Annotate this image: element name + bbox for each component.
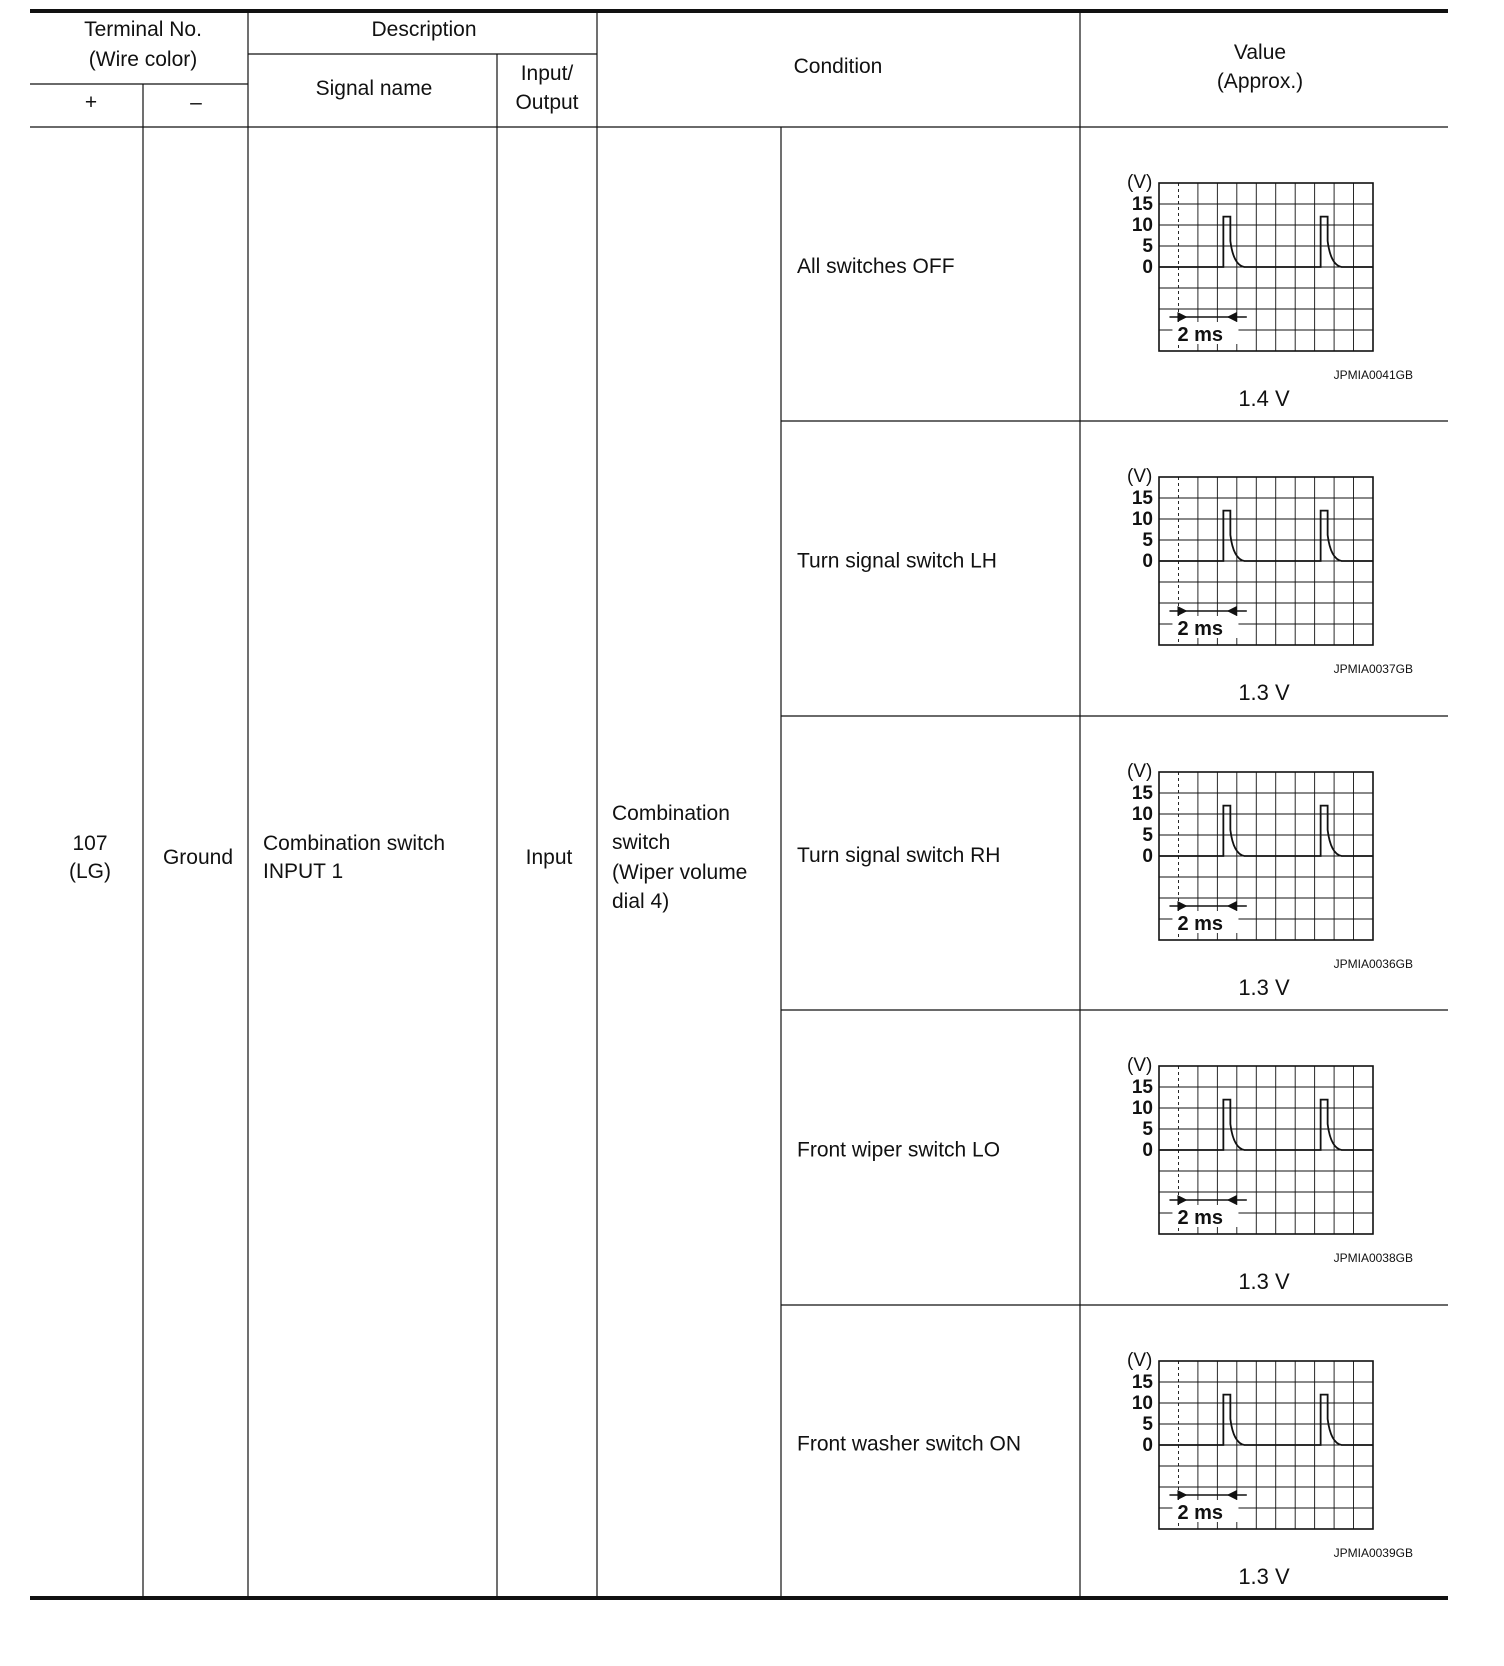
scope-y-tick-label: 15	[1131, 194, 1153, 215]
sub-rows	[797, 172, 1413, 1589]
sub-condition-label: All switches OFF	[797, 255, 955, 278]
scope-y-tick-label: 10	[1131, 1393, 1153, 1414]
oscilloscope-figure	[1127, 761, 1373, 940]
io-value: Input	[525, 846, 573, 869]
value-label: 1.3 V	[1238, 975, 1290, 1000]
scope-y-tick-label: 5	[1142, 530, 1153, 551]
sub-row	[797, 761, 1413, 1000]
figure-id-label: JPMIA0037GB	[1333, 662, 1413, 676]
time-scale-label: 2 ms	[1177, 1207, 1224, 1229]
header-minus: –	[190, 91, 202, 114]
condition-main-line-4: dial 4)	[612, 890, 670, 913]
scope-y-tick-label: 15	[1131, 1077, 1153, 1098]
signal-name-line-1: Combination switch	[263, 832, 446, 855]
scope-unit-label: (V)	[1127, 1055, 1153, 1076]
header-value-1: Value	[1233, 41, 1287, 64]
time-marker-arrow-left	[1227, 1195, 1237, 1205]
header-plus: +	[84, 91, 98, 114]
header-condition: Condition	[793, 55, 883, 78]
scope-y-tick-label: 10	[1131, 804, 1153, 825]
scope-waveform	[1159, 1100, 1373, 1150]
header-wire-color: (Wire color)	[88, 48, 198, 71]
time-marker-arrow-right	[1177, 901, 1187, 911]
scope-y-tick-label: 0	[1142, 257, 1153, 278]
header-description: Description	[371, 18, 477, 41]
oscilloscope-figure	[1127, 1350, 1373, 1529]
sub-row	[797, 1055, 1413, 1294]
scope-y-tick-label: 10	[1131, 215, 1153, 236]
value-label: 1.3 V	[1238, 1564, 1290, 1589]
figure-id-label: JPMIA0036GB	[1333, 957, 1413, 971]
value-label: 1.3 V	[1238, 1269, 1290, 1294]
time-marker-arrow-right	[1177, 312, 1187, 322]
sub-row	[797, 1350, 1413, 1589]
scope-waveform	[1159, 1395, 1373, 1445]
sub-row	[797, 172, 1413, 411]
header-input-output-1: Input/	[520, 62, 574, 85]
scope-y-tick-label: 10	[1131, 1098, 1153, 1119]
value-label: 1.3 V	[1238, 680, 1290, 705]
scope-waveform	[1159, 511, 1373, 561]
header-terminal-no: Terminal No.	[84, 18, 202, 41]
scope-y-tick-label: 10	[1131, 509, 1153, 530]
table-grid-lines	[30, 11, 1448, 1598]
time-marker-arrow-right	[1177, 606, 1187, 616]
figure-id-label: JPMIA0038GB	[1333, 1251, 1413, 1265]
header-value-2: (Approx.)	[1216, 70, 1304, 93]
scope-y-tick-label: 0	[1142, 1435, 1153, 1456]
scope-waveform	[1159, 217, 1373, 267]
figure-id-label: JPMIA0039GB	[1333, 1546, 1413, 1560]
scope-unit-label: (V)	[1127, 761, 1153, 782]
header-signal-name: Signal name	[315, 77, 433, 100]
time-scale-label: 2 ms	[1177, 618, 1224, 640]
time-marker-arrow-right	[1177, 1490, 1187, 1500]
time-scale-label: 2 ms	[1177, 324, 1224, 346]
scope-y-tick-label: 5	[1142, 236, 1153, 257]
value-label: 1.4 V	[1238, 386, 1290, 411]
oscilloscope-figure	[1127, 466, 1373, 645]
scope-y-tick-label: 0	[1142, 846, 1153, 867]
oscilloscope-figure	[1127, 1055, 1373, 1234]
time-scale-label: 2 ms	[1177, 1502, 1224, 1524]
sub-condition-label: Turn signal switch LH	[797, 549, 997, 573]
condition-main-line-3: (Wiper volume	[612, 861, 748, 884]
scope-y-tick-label: 15	[1131, 488, 1153, 509]
terminal-number: 107	[72, 832, 108, 855]
sub-condition-label: Front wiper switch LO	[797, 1138, 1001, 1162]
sub-condition-label: Front washer switch ON	[797, 1432, 1022, 1456]
time-scale-label: 2 ms	[1177, 913, 1224, 935]
scope-y-tick-label: 15	[1131, 1372, 1153, 1393]
ground-label: Ground	[162, 846, 234, 869]
terminal-wire-color: (LG)	[69, 860, 111, 883]
scope-y-tick-label: 0	[1142, 551, 1153, 572]
scope-y-tick-label: 5	[1142, 825, 1153, 846]
scope-unit-label: (V)	[1127, 1350, 1153, 1371]
time-marker-arrow-left	[1227, 606, 1237, 616]
signal-name-line-2: INPUT 1	[263, 860, 344, 883]
figure-id-label: JPMIA0041GB	[1333, 368, 1413, 382]
scope-y-tick-label: 5	[1142, 1119, 1153, 1140]
sub-row	[797, 466, 1413, 705]
time-marker-arrow-left	[1227, 312, 1237, 322]
scope-unit-label: (V)	[1127, 466, 1153, 487]
time-marker-arrow-left	[1227, 901, 1237, 911]
scope-unit-label: (V)	[1127, 172, 1153, 193]
time-marker-arrow-left	[1227, 1490, 1237, 1500]
condition-main-line-1: Combination	[612, 802, 730, 825]
scope-y-tick-label: 5	[1142, 1414, 1153, 1435]
time-marker-arrow-right	[1177, 1195, 1187, 1205]
oscilloscope-figure	[1127, 172, 1373, 351]
sub-condition-label: Turn signal switch RH	[797, 844, 1001, 867]
scope-y-tick-label: 0	[1142, 1140, 1153, 1161]
scope-waveform	[1159, 806, 1373, 856]
condition-main-line-2: switch	[612, 831, 671, 854]
scope-y-tick-label: 15	[1131, 783, 1153, 804]
header-input-output-2: Output	[515, 91, 579, 114]
